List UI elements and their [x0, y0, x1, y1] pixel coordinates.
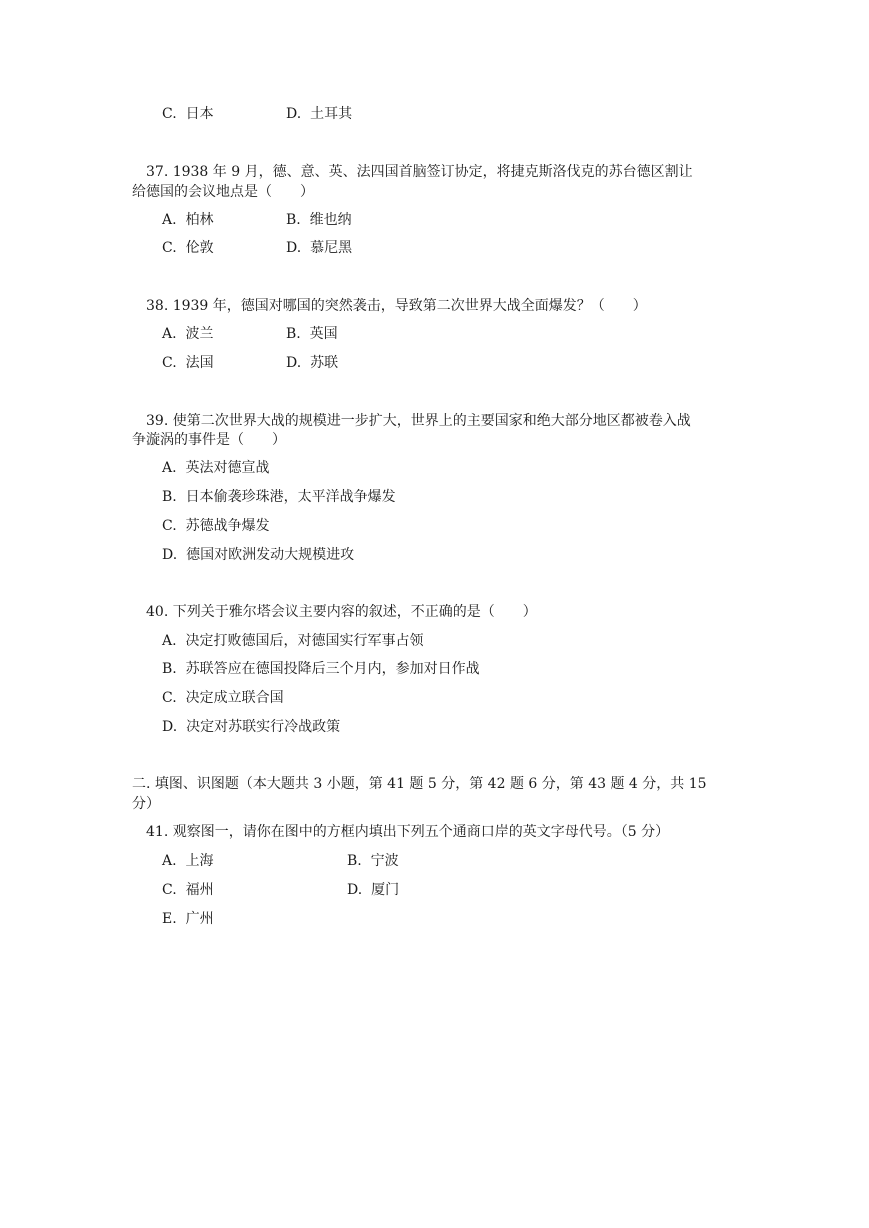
- q41-option-c: [162, 880, 214, 900]
- option-text: 决定对苏联实行冷战政策: [186, 719, 341, 735]
- option-letter: B.: [347, 853, 362, 869]
- option-text: 日本偷袭珍珠港，太平洋战争爆发: [185, 489, 396, 505]
- q39-option-d: [162, 545, 354, 565]
- q41-option-b: [347, 851, 399, 871]
- option-text: 厦门: [371, 882, 400, 898]
- option-text: 苏德战争爆发: [185, 518, 270, 534]
- q41-option-a: [162, 851, 213, 871]
- q37-stem-line2: 给德国的会议地点是（ ）: [132, 184, 314, 200]
- option-text: 苏联: [310, 355, 339, 371]
- option-text: 德国对欧洲发动大规模进攻: [186, 547, 355, 563]
- option-text: 慕尼黑: [310, 240, 353, 256]
- option-text: 福州: [185, 882, 214, 898]
- q40-option-d: [162, 717, 340, 737]
- option-text: 柏林: [185, 212, 214, 228]
- q41-stem-line1: 41. 观察图一，请你在图中的方框内填出下列五个通商口岸的英文字母代号。（5 分）: [146, 824, 670, 840]
- option-letter: D.: [162, 547, 178, 563]
- q37-option-a: [162, 210, 213, 230]
- q40-option-c: [162, 688, 284, 708]
- option-letter: E.: [162, 911, 177, 927]
- option-letter: D.: [286, 355, 302, 371]
- option-letter: B.: [286, 212, 301, 228]
- q40-stem-line1: 40. 下列关于雅尔塔会议主要内容的叙述，不正确的是（ ）: [146, 604, 537, 620]
- q37-stem-line1: 37. 1938 年 9 月，德、意、英、法四国首脑签订协定，将捷克斯洛伐克的苏台德区割让: [146, 164, 693, 180]
- q38-option-b: [286, 324, 338, 344]
- option-letter: C.: [162, 240, 177, 256]
- option-text: 宁波: [370, 853, 399, 869]
- option-text: 英国: [309, 326, 338, 342]
- q39-option-a: [162, 458, 269, 478]
- option-letter: D.: [286, 240, 302, 256]
- q37-option-d: [286, 238, 352, 258]
- q38-option-c: [162, 353, 214, 373]
- option-text: 广州: [185, 911, 214, 927]
- option-letter: C.: [162, 355, 177, 371]
- option-text: 苏联答应在德国投降后三个月内，参加对日作战: [185, 661, 480, 677]
- option-text: 维也纳: [309, 212, 352, 228]
- option-text: 决定成立联合国: [185, 690, 284, 706]
- q36-option-d: [286, 104, 352, 124]
- option-letter: A.: [162, 326, 177, 342]
- option-text: 英法对德宣战: [185, 460, 270, 476]
- q38-option-d: [286, 353, 338, 373]
- option-letter: C.: [162, 106, 177, 122]
- option-letter: D.: [162, 719, 178, 735]
- option-letter: B.: [162, 489, 177, 505]
- option-letter: A.: [162, 212, 177, 228]
- option-letter: D.: [347, 882, 363, 898]
- section2-heading-line1: 二. 填图、识图题（本大题共 3 小题，第 41 题 5 分，第 42 题 6 分，第 43 题 4 分，共 15: [132, 776, 707, 792]
- option-text: 波兰: [185, 326, 214, 342]
- q41-option-e: [162, 909, 214, 929]
- q37-option-c: [162, 238, 214, 258]
- q38-option-a: [162, 324, 213, 344]
- q39-stem-line1: 39. 使第二次世界大战的规模进一步扩大，世界上的主要国家和绝大部分地区都被卷入战: [146, 413, 691, 429]
- option-letter: A.: [162, 460, 177, 476]
- option-letter: A.: [162, 633, 177, 649]
- q36-option-c: [162, 104, 214, 124]
- option-text: 日本: [185, 106, 214, 122]
- option-text: 土耳其: [310, 106, 353, 122]
- q37-option-b: [286, 210, 352, 230]
- option-letter: A.: [162, 853, 177, 869]
- option-text: 法国: [185, 355, 214, 371]
- q39-stem-line2: 争漩涡的事件是（ ）: [132, 432, 286, 448]
- option-text: 伦敦: [185, 240, 214, 256]
- option-letter: B.: [286, 326, 301, 342]
- q41-option-d: [347, 880, 399, 900]
- q40-option-b: [162, 659, 480, 679]
- section2-heading-line2: 分）: [132, 796, 160, 812]
- q39-option-c: [162, 516, 270, 536]
- option-letter: B.: [162, 661, 177, 677]
- option-text: 上海: [185, 853, 214, 869]
- option-letter: C.: [162, 518, 177, 534]
- q38-stem-line1: 38. 1939 年，德国对哪国的突然袭击，导致第二次世界大战全面爆发？（ ）: [146, 298, 647, 314]
- option-letter: C.: [162, 690, 177, 706]
- option-letter: D.: [286, 106, 302, 122]
- option-text: 决定打败德国后，对德国实行军事占领: [185, 633, 424, 649]
- option-letter: C.: [162, 882, 177, 898]
- q39-option-b: [162, 487, 396, 507]
- q40-option-a: [162, 631, 423, 651]
